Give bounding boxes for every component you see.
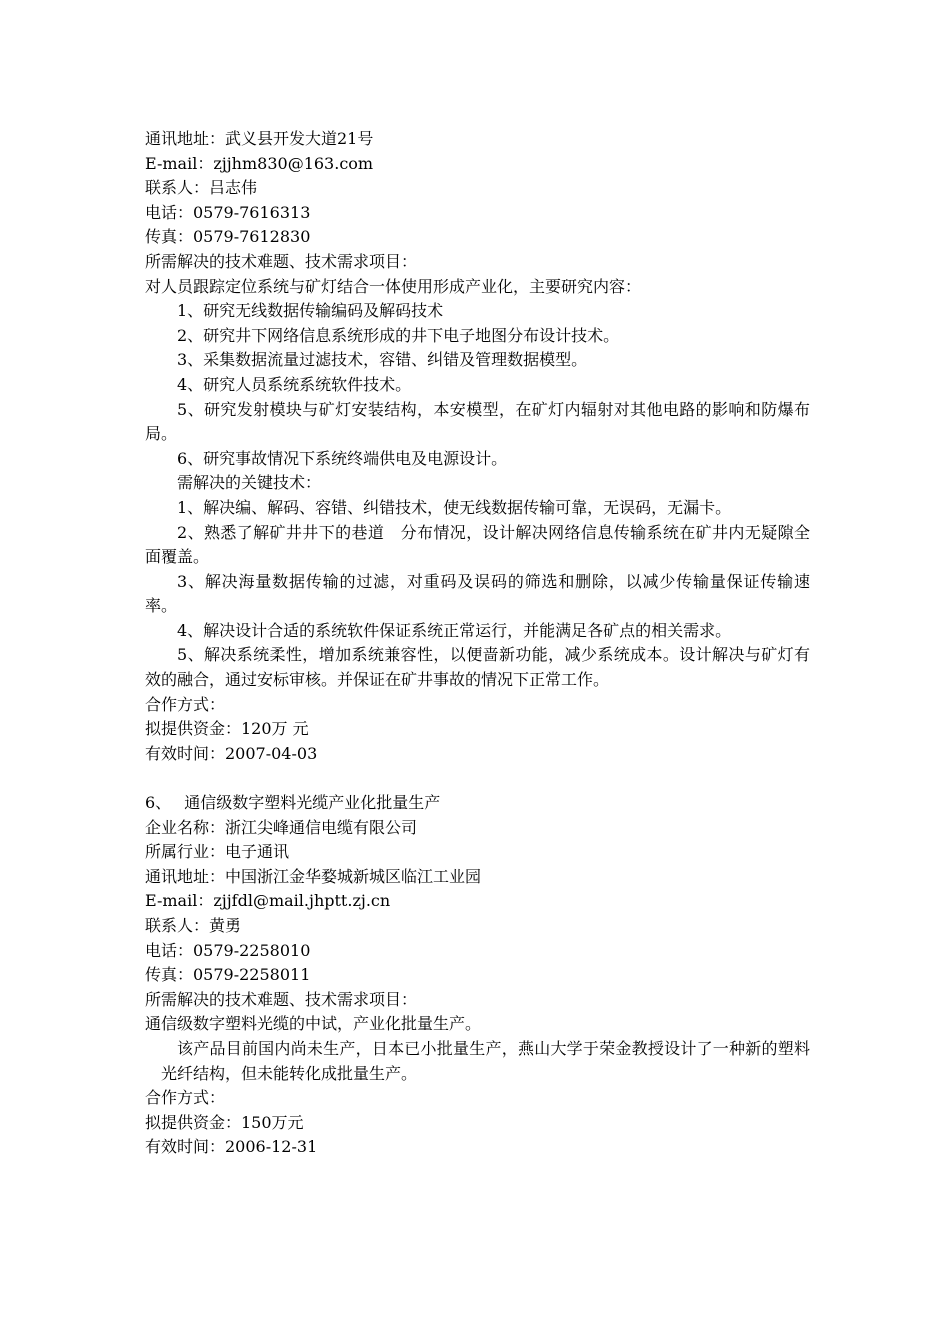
industry-line: 所属行业：电子通讯 [145,842,290,862]
intro-line: 对人员跟踪定位系统与矿灯结合一体使用形成产业化，主要研究内容： [145,276,642,296]
funding-line: 拟提供资金：150万元 [145,1112,304,1132]
key-tech-item: 2、熟悉了解矿井井下的巷道 分布情况，设计解决网络信息传输系统在矿井内无疑隙全面覆盖。 [145,522,810,567]
fax-line: 传真：0579-7612830 [145,227,311,247]
cooperation-label: 合作方式： [145,694,226,714]
key-tech-item: 1、解决编、解码、容错、纠错技术，使无线数据传输可靠，无误码，无漏卡。 [177,497,732,517]
key-tech-item: 5、解决系统柔性，增加系统兼容性，以便啬新功能，减少系统成本。设计解决与矿灯有效的融合，通过安标审核。并保证在矿井事故的情况下正常工作。 [145,645,810,690]
funding-line: 拟提供资金：120万 元 [145,719,309,739]
section-title: 6、 通信级数字塑料光缆产业化批量生产 [145,793,441,813]
research-item: 4、研究人员系统系统软件技术。 [177,374,412,394]
address-line: 通讯地址：中国浙江金华婺城新城区临江工业园 [145,866,482,886]
research-item: 3、采集数据流量过滤技术，容错、纠错及管理数据模型。 [177,350,588,370]
cooperation-label: 合作方式： [145,1088,226,1108]
detail-paragraph: 该产品目前国内尚未生产，日本已小批量生产，燕山大学于荣金教授设计了一种新的塑料光纤结构，但未能转化成批量生产。 [161,1038,810,1083]
key-tech-item: 3、解决海量数据传输的过滤，对重码及误码的筛选和删除，以减少传输量保证传输速率。 [145,571,810,616]
email-line: E-mail：zjjhm830@163.com [145,153,374,173]
section-gap [145,766,810,791]
fax-line: 传真：0579-2258011 [145,965,311,985]
research-item: 1、研究无线数据传输编码及解码技术 [177,301,444,321]
phone-line: 电话：0579-2258010 [145,940,311,960]
address-line: 通讯地址：武义县开发大道21号 [145,129,374,148]
need-line: 通信级数字塑料光缆的中试，产业化批量生产。 [145,1014,482,1034]
research-item: 2、研究井下网络信息系统形成的井下电子地图分布设计技术。 [177,325,620,345]
problem-heading: 所需解决的技术难题、技术需求项目： [145,251,418,271]
research-item: 6、研究事故情况下系统终端供电及电源设计。 [177,448,508,468]
document-page [145,127,810,1160]
company-line: 企业名称：浙江尖峰通信电缆有限公司 [145,817,418,837]
key-tech-item: 4、解决设计合适的系统软件保证系统正常运行，并能满足各矿点的相关需求。 [177,620,732,640]
email-line: E-mail：zjjfdl@mail.jhptt.zj.cn [145,891,391,911]
key-tech-heading: 需解决的关键技术： [177,473,322,493]
contact-line: 联系人：黄勇 [145,916,242,935]
contact-line: 联系人：吕志伟 [145,178,258,198]
phone-line: 电话：0579-7616313 [145,202,311,222]
valid-until-line: 有效时间：2007-04-03 [145,743,318,763]
valid-until-line: 有效时间：2006-12-31 [145,1137,318,1157]
research-item: 5、研究发射模块与矿灯安装结构，本安模型，在矿灯内辐射对其他电路的影响和防爆布局。 [145,399,810,444]
problem-heading: 所需解决的技术难题、技术需求项目： [145,989,418,1009]
